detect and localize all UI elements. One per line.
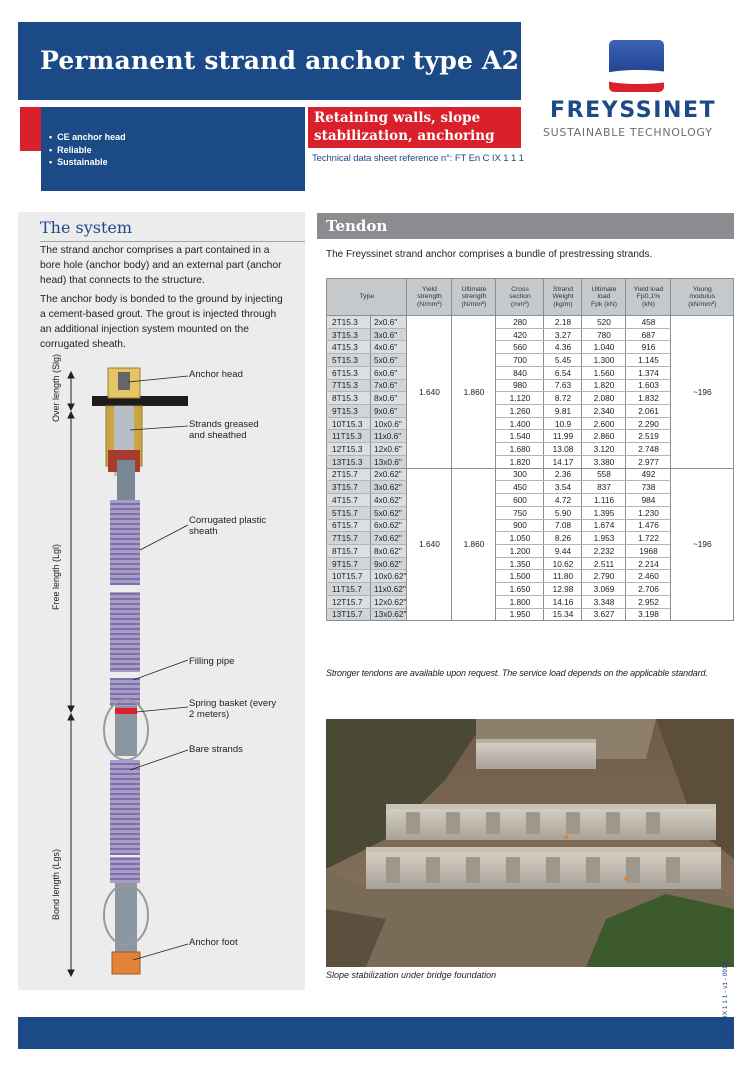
table-header-row (327, 279, 734, 316)
cell-ultimate-load: 3.069 (582, 583, 626, 596)
subtitle: Retaining walls, slope stabilization, anchoring (314, 110, 495, 144)
col-weight: Strand Weight (kg/m) (544, 279, 582, 316)
cell-ultimate-load: 780 (582, 328, 626, 341)
free-length-label: Free length (Lgl) (51, 543, 61, 610)
cell-weight: 2.18 (544, 316, 582, 329)
cell-yield-load: 1968 (626, 544, 671, 557)
features-list (49, 131, 126, 169)
cell-ultimate-load: 3.627 (582, 608, 626, 621)
cell-weight: 5.45 (544, 354, 582, 367)
logo-mark-icon (609, 40, 664, 92)
cell-weight: 14.17 (544, 455, 582, 468)
cell-yield-load: 916 (626, 341, 671, 354)
cell-weight: 10.62 (544, 557, 582, 570)
label-spring-basket: Spring basket (every 2 meters) (189, 698, 277, 720)
page-title: Permanent strand anchor type A2 (40, 46, 520, 75)
cell-type: 11T15.3 (327, 430, 371, 443)
col-modulus: Young modulus (kN/mm²) (671, 279, 734, 316)
cell-yield-load: 2.706 (626, 583, 671, 596)
cell-type: 3T15.3 (327, 328, 371, 341)
col-cross: Cross section (mm²) (496, 279, 544, 316)
cell-strands: 8x0.62" (371, 544, 407, 557)
cell-strands: 11x0.6" (371, 430, 407, 443)
bond-length-label: Bond length (Lgs) (51, 848, 61, 920)
cell-yield-load: 738 (626, 481, 671, 494)
cell-yield-load: 3.198 (626, 608, 671, 621)
slope-photo-image (326, 719, 734, 967)
cell-weight: 4.36 (544, 341, 582, 354)
cell-strands: 8x0.6" (371, 392, 407, 405)
cell-weight: 8.26 (544, 532, 582, 545)
cell-type: 5T15.3 (327, 354, 371, 367)
cell-weight: 5.90 (544, 506, 582, 519)
over-length-label: Over length (Slg) (51, 353, 61, 422)
cell-strands: 4x0.62" (371, 494, 407, 507)
cell-strands: 9x0.6" (371, 405, 407, 418)
feature-item: • Reliable (49, 144, 126, 157)
datasheet-reference: Technical data sheet reference n°: FT En C IX 1 1 1 (312, 153, 524, 164)
cell-cross-section: 1.650 (496, 583, 544, 596)
cell-ultimate-load: 3.380 (582, 455, 626, 468)
cell-yield-load: 2.748 (626, 443, 671, 456)
cell-type: 10T15.7 (327, 570, 371, 583)
cell-type: 4T15.3 (327, 341, 371, 354)
cell-strands: 5x0.62" (371, 506, 407, 519)
cell-ultimate-load: 2.080 (582, 392, 626, 405)
cell-weight: 11.99 (544, 430, 582, 443)
cell-cross-section: 1.350 (496, 557, 544, 570)
cell-cross-section: 1.820 (496, 455, 544, 468)
cell-ultimate-load: 1.300 (582, 354, 626, 367)
cell-strands: 12x0.62" (371, 595, 407, 608)
cell-yield-load: 2.977 (626, 455, 671, 468)
cell-yield-load: 1.832 (626, 392, 671, 405)
cell-ultimate-load: 2.340 (582, 405, 626, 418)
col-yield: Yield strength (N/mm²) (407, 279, 452, 316)
table-row (327, 468, 734, 481)
cell-yield-load: 492 (626, 468, 671, 481)
cell-type: 11T15.7 (327, 583, 371, 596)
cell-type: 2T15.7 (327, 468, 371, 481)
cell-weight: 2.36 (544, 468, 582, 481)
cell-weight: 10.9 (544, 417, 582, 430)
cell-cross-section: 1.950 (496, 608, 544, 621)
cell-strands: 2x0.6" (371, 316, 407, 329)
cell-cross-section: 280 (496, 316, 544, 329)
label-filling-pipe: Filling pipe (189, 656, 235, 667)
cell-type: 9T15.3 (327, 405, 371, 418)
cell-cross-section: 1.800 (496, 595, 544, 608)
cell-strands: 10x0.62" (371, 570, 407, 583)
cell-weight: 4.72 (544, 494, 582, 507)
cell-modulus: ~196 (671, 316, 734, 469)
cell-weight: 6.54 (544, 366, 582, 379)
cell-yield-load: 458 (626, 316, 671, 329)
label-bare-strands: Bare strands (189, 744, 243, 755)
cell-type: 9T15.7 (327, 557, 371, 570)
feature-item: • CE anchor head (49, 131, 126, 144)
cell-cross-section: 300 (496, 468, 544, 481)
label-anchor-head: Anchor head (189, 369, 243, 380)
cell-strands: 4x0.6" (371, 341, 407, 354)
cell-strands: 7x0.62" (371, 532, 407, 545)
cell-ultimate-load: 558 (582, 468, 626, 481)
cell-ultimate-load: 520 (582, 316, 626, 329)
cell-weight: 9.44 (544, 544, 582, 557)
table-row (327, 316, 734, 329)
cell-strands: 10x0.6" (371, 417, 407, 430)
cell-type: 4T15.7 (327, 494, 371, 507)
tendon-heading: Tendon (326, 217, 388, 235)
cell-yield-load: 2.952 (626, 595, 671, 608)
cell-ultimate-load: 1.395 (582, 506, 626, 519)
cell-cross-section: 1.500 (496, 570, 544, 583)
cell-yield-load: 2.519 (626, 430, 671, 443)
cell-type: 10T15.3 (327, 417, 371, 430)
cell-yield-load: 1.476 (626, 519, 671, 532)
tendon-header (317, 213, 734, 239)
cell-type: 8T15.7 (327, 544, 371, 557)
system-paragraph-1: The strand anchor comprises a part contained in a bore hole (anchor body) and an external part (anchor head) that connects to the structure. (40, 245, 282, 286)
photo-caption: Slope stabilization under bridge foundation (326, 970, 497, 980)
label-anchor-foot: Anchor foot (189, 937, 238, 948)
cell-yield-load: 1.374 (626, 366, 671, 379)
cell-cross-section: 600 (496, 494, 544, 507)
cell-strands: 6x0.6" (371, 366, 407, 379)
cell-yield-load: 984 (626, 494, 671, 507)
cell-ultimate-load: 3.120 (582, 443, 626, 456)
cell-weight: 9.81 (544, 405, 582, 418)
footer-bar (18, 1017, 734, 1049)
cell-strands: 13x0.62" (371, 608, 407, 621)
table-note: Stronger tendons are available upon request. The service load depends on the applicable standard. (326, 668, 708, 678)
cell-ultimate-load: 2.600 (582, 417, 626, 430)
cell-yield: 1.640 (407, 316, 452, 469)
cell-type: 3T15.7 (327, 481, 371, 494)
cell-cross-section: 1.260 (496, 405, 544, 418)
anchor-diagram (18, 353, 305, 990)
label-strands: Strands greased and sheathed (189, 419, 259, 441)
cell-yield-load: 1.722 (626, 532, 671, 545)
cell-strands: 3x0.6" (371, 328, 407, 341)
cell-cross-section: 700 (496, 354, 544, 367)
feature-item: • Sustainable (49, 156, 126, 169)
cell-ultimate: 1.860 (452, 316, 496, 469)
cell-ultimate: 1.860 (452, 468, 496, 621)
cell-type: 13T15.7 (327, 608, 371, 621)
cell-yield-load: 1.230 (626, 506, 671, 519)
label-sheath: Corrugated plastic sheath (189, 515, 267, 537)
tendon-spec-table (326, 278, 734, 621)
col-ultimate: Ultimate strength (N/mm²) (452, 279, 496, 316)
cell-yield-load: 687 (626, 328, 671, 341)
cell-strands: 7x0.6" (371, 379, 407, 392)
cell-strands: 3x0.62" (371, 481, 407, 494)
logo-tagline: SUSTAINABLE TECHNOLOGY (543, 126, 713, 139)
cell-ultimate-load: 2.860 (582, 430, 626, 443)
cell-type: 5T15.7 (327, 506, 371, 519)
cell-cross-section: 1.540 (496, 430, 544, 443)
cell-yield-load: 2.214 (626, 557, 671, 570)
cell-modulus: ~196 (671, 468, 734, 621)
col-yieldload: Yield load Fp0,1% (kN) (626, 279, 671, 316)
cell-cross-section: 1.120 (496, 392, 544, 405)
slope-photo (326, 719, 734, 967)
cell-cross-section: 1.400 (496, 417, 544, 430)
tendon-intro: The Freyssinet strand anchor comprises a bundle of prestressing strands. (326, 249, 653, 260)
anchor-diagram-drawing (18, 360, 305, 990)
cell-weight: 12.98 (544, 583, 582, 596)
cell-ultimate-load: 2.232 (582, 544, 626, 557)
side-reference: FT En C IX 1 1 1 - v1 - 0913 (722, 961, 729, 1043)
cell-weight: 8.72 (544, 392, 582, 405)
title-bar (18, 22, 521, 100)
system-heading: The system (40, 218, 133, 237)
cell-strands: 12x0.6" (371, 443, 407, 456)
col-load: Ultimate load Fpk (kN) (582, 279, 626, 316)
cell-cross-section: 450 (496, 481, 544, 494)
col-type: Type (327, 279, 407, 316)
cell-type: 6T15.3 (327, 366, 371, 379)
cell-yield-load: 2.460 (626, 570, 671, 583)
cell-strands: 5x0.6" (371, 354, 407, 367)
cell-weight: 14.16 (544, 595, 582, 608)
cell-weight: 15.34 (544, 608, 582, 621)
cell-type: 7T15.3 (327, 379, 371, 392)
cell-cross-section: 420 (496, 328, 544, 341)
cell-strands: 13x0.6" (371, 455, 407, 468)
cell-yield-load: 2.290 (626, 417, 671, 430)
cell-weight: 11.80 (544, 570, 582, 583)
cell-weight: 7.63 (544, 379, 582, 392)
freyssinet-logo (540, 38, 735, 143)
cell-type: 13T15.3 (327, 455, 371, 468)
cell-weight: 3.27 (544, 328, 582, 341)
cell-strands: 9x0.62" (371, 557, 407, 570)
cell-yield-load: 1.603 (626, 379, 671, 392)
subtitle-box (308, 107, 521, 148)
features-box (41, 107, 305, 191)
cell-ultimate-load: 1.560 (582, 366, 626, 379)
cell-cross-section: 1.680 (496, 443, 544, 456)
cell-weight: 7.08 (544, 519, 582, 532)
cell-yield: 1.640 (407, 468, 452, 621)
cell-weight: 13.08 (544, 443, 582, 456)
cell-cross-section: 980 (496, 379, 544, 392)
cell-type: 12T15.7 (327, 595, 371, 608)
cell-strands: 11x0.62" (371, 583, 407, 596)
cell-ultimate-load: 837 (582, 481, 626, 494)
cell-cross-section: 840 (496, 366, 544, 379)
cell-cross-section: 560 (496, 341, 544, 354)
cell-ultimate-load: 1.820 (582, 379, 626, 392)
cell-cross-section: 1.050 (496, 532, 544, 545)
cell-ultimate-load: 2.790 (582, 570, 626, 583)
heading-divider (40, 241, 305, 242)
cell-type: 2T15.3 (327, 316, 371, 329)
cell-ultimate-load: 1.674 (582, 519, 626, 532)
system-paragraph-2: The anchor body is bonded to the ground by injecting a cement-based grout. The grout is injected through an additional injection system mounted on the corrugated sheath. (40, 294, 283, 350)
cell-ultimate-load: 1.116 (582, 494, 626, 507)
cell-ultimate-load: 3.348 (582, 595, 626, 608)
cell-yield-load: 1.145 (626, 354, 671, 367)
cell-ultimate-load: 1.040 (582, 341, 626, 354)
cell-ultimate-load: 2.511 (582, 557, 626, 570)
cell-cross-section: 1.200 (496, 544, 544, 557)
cell-weight: 3.54 (544, 481, 582, 494)
logo-name: FREYSSINET (550, 98, 717, 123)
cell-cross-section: 750 (496, 506, 544, 519)
cell-cross-section: 900 (496, 519, 544, 532)
cell-yield-load: 2.061 (626, 405, 671, 418)
cell-type: 12T15.3 (327, 443, 371, 456)
cell-type: 6T15.7 (327, 519, 371, 532)
cell-strands: 6x0.62" (371, 519, 407, 532)
cell-type: 8T15.3 (327, 392, 371, 405)
red-accent-tab (20, 107, 41, 151)
cell-strands: 2x0.62" (371, 468, 407, 481)
cell-ultimate-load: 1.953 (582, 532, 626, 545)
cell-type: 7T15.7 (327, 532, 371, 545)
